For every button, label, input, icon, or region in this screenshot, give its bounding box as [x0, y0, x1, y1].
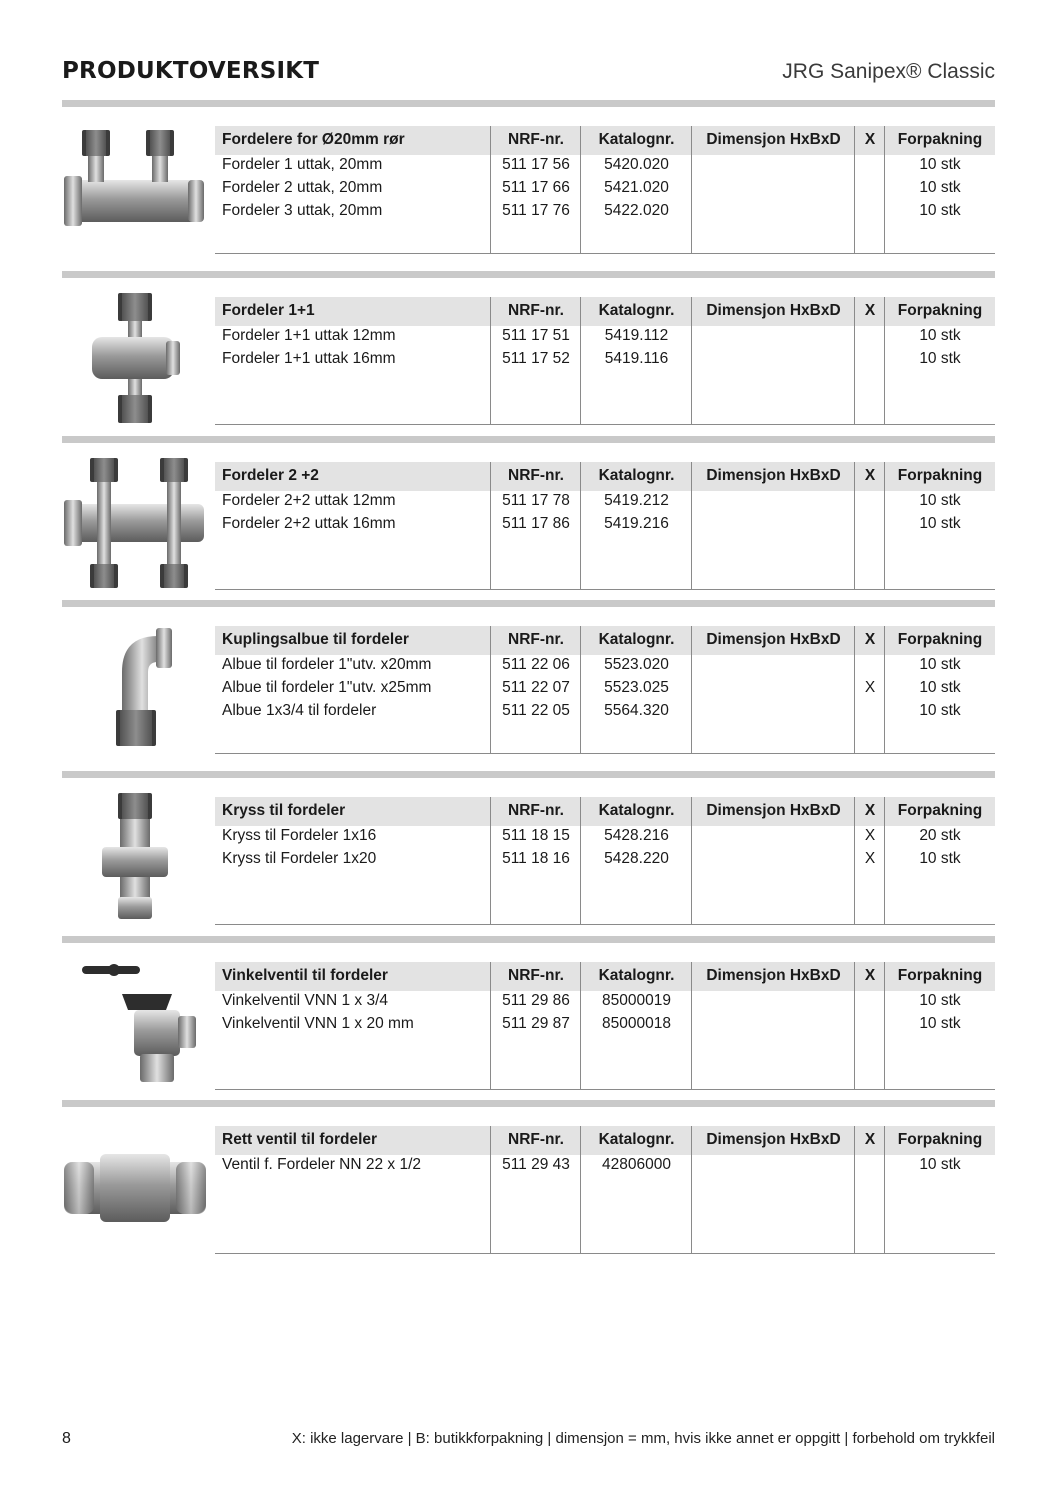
table-row: [215, 326, 995, 349]
x-cell: X: [864, 679, 876, 696]
section-divider: [62, 436, 995, 443]
product-section: [62, 771, 995, 936]
col-forpakning-header: Forpakning: [897, 131, 983, 148]
katalog-cell: 5419.112: [604, 327, 669, 344]
col-nrf-header: NRF-nr.: [508, 967, 564, 984]
table-row: [215, 655, 995, 678]
product-name-cell: Vinkelventil VNN 1 x 20 mm: [222, 1015, 414, 1032]
product-section: [62, 600, 995, 765]
col-nrf-header: NRF-nr.: [508, 467, 564, 484]
elbow-coupling-photo: [62, 622, 208, 752]
nrf-cell: 511 17 52: [502, 350, 570, 367]
brand-name: JRG Sanipex® Classic: [782, 60, 995, 83]
product-table: [215, 126, 995, 254]
forpakning-cell: 10 stk: [919, 1015, 961, 1032]
katalog-cell: 5428.220: [604, 850, 669, 867]
cross-fitting-photo: [62, 793, 208, 923]
nrf-cell: 511 29 43: [502, 1156, 570, 1173]
product-table: [215, 626, 995, 754]
table-body: [215, 1155, 995, 1178]
col-x-header: X: [864, 467, 876, 484]
table-body: [215, 155, 995, 224]
product-name-cell: Kryss til Fordeler 1x16: [222, 827, 377, 844]
forpakning-cell: 10 stk: [919, 656, 961, 673]
col-nrf-header: NRF-nr.: [508, 802, 564, 819]
x-cell: X: [864, 850, 876, 867]
katalog-cell: 5422.020: [604, 202, 669, 219]
column-rule: [580, 1126, 581, 1253]
product-name-cell: Albue 1x3/4 til fordeler: [222, 702, 377, 719]
nrf-cell: 511 17 76: [502, 202, 570, 219]
forpakning-cell: 10 stk: [919, 992, 961, 1009]
product-table: [215, 962, 995, 1090]
nrf-cell: 511 22 07: [502, 679, 570, 696]
product-name-cell: Albue til fordeler 1"utv. x25mm: [222, 679, 432, 696]
product-name-cell: Fordeler 2+2 uttak 16mm: [222, 515, 396, 532]
product-section: [62, 436, 995, 601]
product-section: [62, 100, 995, 265]
katalog-cell: 5421.020: [604, 179, 669, 196]
forpakning-cell: 10 stk: [919, 702, 961, 719]
section-title: Fordelere for Ø20mm rør: [222, 131, 405, 148]
col-katalog-header: Katalognr.: [598, 631, 675, 648]
katalog-cell: 5428.216: [604, 827, 669, 844]
table-header: [215, 462, 995, 491]
col-x-header: X: [864, 131, 876, 148]
katalog-cell: 5420.020: [604, 156, 669, 173]
forpakning-cell: 10 stk: [919, 202, 961, 219]
manifold-1plus1-photo-drawing: [62, 293, 208, 423]
katalog-cell: 85000018: [602, 1015, 671, 1032]
table-body: [215, 326, 995, 372]
col-dimension-header: Dimensjon HxBxD: [706, 631, 841, 648]
katalog-cell: 5419.216: [604, 515, 669, 532]
cross-fitting-photo-drawing: [62, 793, 208, 923]
section-divider: [62, 100, 995, 107]
col-nrf-header: NRF-nr.: [508, 302, 564, 319]
manifold-2plus2-photo: [62, 458, 208, 588]
forpakning-cell: 10 stk: [919, 515, 961, 532]
col-katalog-header: Katalognr.: [598, 302, 675, 319]
col-x-header: X: [864, 1131, 876, 1148]
col-katalog-header: Katalognr.: [598, 467, 675, 484]
section-divider: [62, 936, 995, 943]
table-row: [215, 701, 995, 724]
col-forpakning-header: Forpakning: [897, 1131, 983, 1148]
nrf-cell: 511 17 78: [502, 492, 570, 509]
column-rule: [490, 1126, 491, 1253]
forpakning-cell: 10 stk: [919, 327, 961, 344]
product-name-cell: Vinkelventil VNN 1 x 3/4: [222, 992, 388, 1009]
table-header: [215, 797, 995, 826]
page-title: PRODUKTOVERSIKT: [62, 58, 320, 84]
col-katalog-header: Katalognr.: [598, 131, 675, 148]
section-divider: [62, 1100, 995, 1107]
forpakning-cell: 10 stk: [919, 1156, 961, 1173]
table-row: [215, 155, 995, 178]
elbow-coupling-photo-drawing: [62, 622, 208, 752]
nrf-cell: 511 17 51: [502, 327, 570, 344]
table-row: [215, 678, 995, 701]
manifold-2plus2-photo-drawing: [62, 458, 208, 588]
nrf-cell: 511 18 16: [502, 850, 570, 867]
col-forpakning-header: Forpakning: [897, 467, 983, 484]
manifold-1plus1-photo: [62, 293, 208, 423]
product-name-cell: Ventil f. Fordeler NN 22 x 1/2: [222, 1156, 422, 1173]
col-dimension-header: Dimensjon HxBxD: [706, 802, 841, 819]
katalog-cell: 5419.116: [604, 350, 669, 367]
forpakning-cell: 10 stk: [919, 492, 961, 509]
nrf-cell: 511 29 87: [502, 1015, 570, 1032]
nrf-cell: 511 17 86: [502, 515, 570, 532]
katalog-cell: 85000019: [602, 992, 671, 1009]
forpakning-cell: 20 stk: [919, 827, 961, 844]
table-header: [215, 626, 995, 655]
nrf-cell: 511 22 05: [502, 702, 570, 719]
footer-note: X: ikke lagervare | B: butikkforpakning | dimensjon = mm, hvis ikke annet er oppgitt | forbehold om trykkfeil: [291, 1430, 995, 1447]
nrf-cell: 511 18 15: [502, 827, 570, 844]
col-nrf-header: NRF-nr.: [508, 131, 564, 148]
table-body: [215, 826, 995, 872]
angle-valve-photo: [62, 958, 208, 1088]
col-forpakning-header: Forpakning: [897, 967, 983, 984]
product-name-cell: Fordeler 3 uttak, 20mm: [222, 202, 383, 219]
forpakning-cell: 10 stk: [919, 350, 961, 367]
katalog-cell: 42806000: [602, 1156, 671, 1173]
table-row: [215, 991, 995, 1014]
product-table: [215, 297, 995, 425]
nrf-cell: 511 22 06: [502, 656, 570, 673]
col-dimension-header: Dimensjon HxBxD: [706, 967, 841, 984]
product-name-cell: Albue til fordeler 1"utv. x20mm: [222, 656, 432, 673]
section-title: Kuplingsalbue til fordeler: [222, 631, 409, 648]
col-forpakning-header: Forpakning: [897, 631, 983, 648]
katalog-cell: 5523.025: [604, 679, 669, 696]
col-katalog-header: Katalognr.: [598, 967, 675, 984]
product-name-cell: Fordeler 2 uttak, 20mm: [222, 179, 383, 196]
table-header: [215, 962, 995, 991]
col-katalog-header: Katalognr.: [598, 1131, 675, 1148]
section-divider: [62, 271, 995, 278]
katalog-cell: 5564.320: [604, 702, 669, 719]
column-rule: [884, 1126, 885, 1253]
table-body: [215, 991, 995, 1037]
table-row: [215, 491, 995, 514]
col-nrf-header: NRF-nr.: [508, 631, 564, 648]
table-header: [215, 126, 995, 155]
col-x-header: X: [864, 631, 876, 648]
manifold-2-outlet-photo-drawing: [62, 122, 208, 252]
table-header: [215, 1126, 995, 1155]
col-dimension-header: Dimensjon HxBxD: [706, 131, 841, 148]
manifold-2-outlet-photo: [62, 122, 208, 252]
section-title: Fordeler 2 +2: [222, 467, 319, 484]
table-body: [215, 491, 995, 537]
forpakning-cell: 10 stk: [919, 679, 961, 696]
page-number: 8: [62, 1430, 71, 1447]
table-row: [215, 514, 995, 537]
col-forpakning-header: Forpakning: [897, 802, 983, 819]
nrf-cell: 511 17 66: [502, 179, 570, 196]
table-header: [215, 297, 995, 326]
col-nrf-header: NRF-nr.: [508, 1131, 564, 1148]
table-row: [215, 1014, 995, 1037]
katalog-cell: 5419.212: [604, 492, 669, 509]
section-divider: [62, 600, 995, 607]
col-dimension-header: Dimensjon HxBxD: [706, 467, 841, 484]
col-x-header: X: [864, 302, 876, 319]
product-table: [215, 462, 995, 590]
table-row: [215, 178, 995, 201]
table-row: [215, 826, 995, 849]
table-row: [215, 1155, 995, 1178]
col-x-header: X: [864, 967, 876, 984]
nrf-cell: 511 29 86: [502, 992, 570, 1009]
product-name-cell: Fordeler 1+1 uttak 12mm: [222, 327, 396, 344]
x-cell: X: [864, 827, 876, 844]
straight-valve-photo-drawing: [62, 1122, 208, 1252]
section-divider: [62, 771, 995, 778]
table-row: [215, 849, 995, 872]
product-name-cell: Fordeler 1+1 uttak 16mm: [222, 350, 396, 367]
table-row: [215, 349, 995, 372]
product-section: [62, 936, 995, 1101]
col-dimension-header: Dimensjon HxBxD: [706, 1131, 841, 1148]
section-title: Kryss til fordeler: [222, 802, 346, 819]
product-section: [62, 1100, 995, 1265]
product-table: [215, 1126, 995, 1254]
nrf-cell: 511 17 56: [502, 156, 570, 173]
product-name-cell: Kryss til Fordeler 1x20: [222, 850, 377, 867]
column-rule: [691, 1126, 692, 1253]
section-title: Rett ventil til fordeler: [222, 1131, 378, 1148]
col-katalog-header: Katalognr.: [598, 802, 675, 819]
forpakning-cell: 10 stk: [919, 850, 961, 867]
table-body: [215, 655, 995, 724]
product-section: [62, 271, 995, 436]
straight-valve-photo: [62, 1122, 208, 1252]
col-x-header: X: [864, 802, 876, 819]
column-rule: [854, 1126, 855, 1253]
angle-valve-photo-drawing: [62, 958, 208, 1088]
table-row: [215, 201, 995, 224]
product-name-cell: Fordeler 2+2 uttak 12mm: [222, 492, 396, 509]
col-dimension-header: Dimensjon HxBxD: [706, 302, 841, 319]
katalog-cell: 5523.020: [604, 656, 669, 673]
product-name-cell: Fordeler 1 uttak, 20mm: [222, 156, 383, 173]
col-forpakning-header: Forpakning: [897, 302, 983, 319]
forpakning-cell: 10 stk: [919, 156, 961, 173]
section-title: Fordeler 1+1: [222, 302, 315, 319]
section-title: Vinkelventil til fordeler: [222, 967, 388, 984]
product-table: [215, 797, 995, 925]
forpakning-cell: 10 stk: [919, 179, 961, 196]
